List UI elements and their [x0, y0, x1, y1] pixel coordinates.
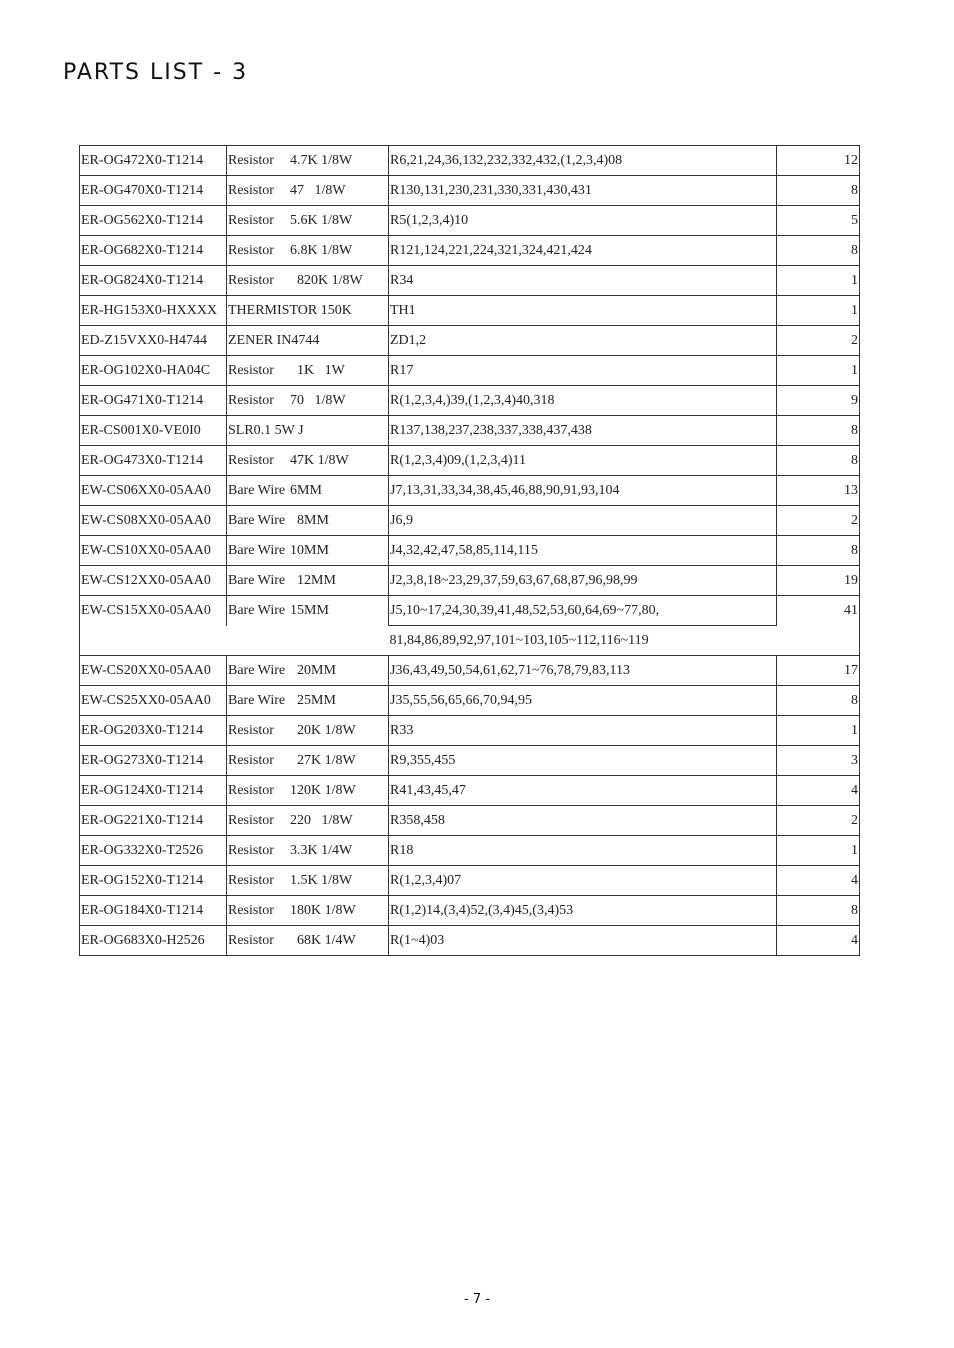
description-value: 47 1/8W — [290, 182, 346, 198]
description-type: THERMISTOR 150K — [228, 302, 352, 318]
description-value: 20K 1/8W — [290, 722, 356, 738]
location-cell: R130,131,230,231,330,331,430,431 — [389, 176, 777, 206]
location-cell: R137,138,237,238,337,338,437,438 — [389, 416, 777, 446]
description-cell — [227, 176, 389, 206]
location-cell: TH1 — [389, 296, 777, 326]
description-cell — [227, 926, 389, 956]
parts-table — [79, 145, 860, 956]
description-type: Resistor — [228, 212, 274, 228]
location-cell: 81,84,86,89,92,97,101~103,105~112,116~119 — [389, 626, 777, 656]
table-row — [80, 386, 860, 416]
location-cell: R(1,2)14,(3,4)52,(3,4)45,(3,4)53 — [389, 896, 777, 926]
part-number-cell: ER-OG124X0-T1214 — [80, 776, 227, 806]
description-value: 10MM — [290, 542, 329, 558]
description-cell — [227, 356, 389, 386]
part-number-cell: ER-OG562X0-T1214 — [80, 206, 227, 236]
description-type: Bare Wire — [228, 572, 286, 588]
table-row — [80, 416, 860, 446]
location-cell: R6,21,24,36,132,232,332,432,(1,2,3,4)08 — [389, 146, 777, 176]
description-type: Resistor — [228, 902, 274, 918]
table-row — [80, 506, 860, 536]
quantity-cell: 19 — [777, 566, 860, 596]
table-row — [80, 836, 860, 866]
description-type: Resistor — [228, 932, 274, 948]
description-value: 8MM — [290, 512, 329, 528]
location-cell: R33 — [389, 716, 777, 746]
quantity-cell: 2 — [777, 326, 860, 356]
description-cell — [227, 596, 389, 626]
description-type: Bare Wire — [228, 512, 286, 528]
part-number-cell: ER-OG184X0-T1214 — [80, 896, 227, 926]
description-type: Resistor — [228, 782, 274, 798]
part-number-cell: EW-CS15XX0-05AA0 — [80, 596, 227, 626]
location-cell: J4,32,42,47,58,85,114,115 — [389, 536, 777, 566]
location-cell: J5,10~17,24,30,39,41,48,52,53,60,64,69~77,80, — [389, 596, 777, 626]
description-cell — [227, 866, 389, 896]
description-value: 47K 1/8W — [290, 452, 349, 468]
table-row — [80, 176, 860, 206]
table-row — [80, 716, 860, 746]
quantity-cell: 1 — [777, 296, 860, 326]
description-value: 220 1/8W — [290, 812, 353, 828]
description-cell — [227, 236, 389, 266]
quantity-cell: 8 — [777, 686, 860, 716]
description-cell — [227, 296, 389, 326]
part-number-cell: EW-CS08XX0-05AA0 — [80, 506, 227, 536]
description-type: Resistor — [228, 452, 274, 468]
part-number-cell — [80, 626, 227, 656]
description-cell — [227, 896, 389, 926]
table-row — [80, 236, 860, 266]
location-cell: R9,355,455 — [389, 746, 777, 776]
location-cell: J6,9 — [389, 506, 777, 536]
description-value: 4.7K 1/8W — [290, 152, 353, 168]
part-number-cell: ER-OG273X0-T1214 — [80, 746, 227, 776]
part-number-cell: EW-CS25XX0-05AA0 — [80, 686, 227, 716]
part-number-cell: ER-OG203X0-T1214 — [80, 716, 227, 746]
description-value: 180K 1/8W — [290, 902, 356, 918]
description-cell — [227, 326, 389, 356]
part-number-cell: ER-OG470X0-T1214 — [80, 176, 227, 206]
description-cell — [227, 836, 389, 866]
table-row — [80, 146, 860, 176]
location-cell: R17 — [389, 356, 777, 386]
location-cell: R121,124,221,224,321,324,421,424 — [389, 236, 777, 266]
location-cell: R358,458 — [389, 806, 777, 836]
description-type: Resistor — [228, 812, 274, 828]
description-type: Resistor — [228, 752, 274, 768]
description-type: Resistor — [228, 152, 274, 168]
table-row — [80, 746, 860, 776]
part-number-cell: ER-OG473X0-T1214 — [80, 446, 227, 476]
quantity-cell: 1 — [777, 716, 860, 746]
part-number-cell: EW-CS12XX0-05AA0 — [80, 566, 227, 596]
location-cell: J36,43,49,50,54,61,62,71~76,78,79,83,113 — [389, 656, 777, 686]
table-row-continuation — [80, 626, 860, 656]
location-cell: ZD1,2 — [389, 326, 777, 356]
description-cell — [227, 476, 389, 506]
description-type: Bare Wire — [228, 602, 286, 618]
location-cell: R5(1,2,3,4)10 — [389, 206, 777, 236]
parts-table-body — [80, 146, 860, 956]
description-cell — [227, 386, 389, 416]
description-type: Resistor — [228, 362, 274, 378]
description-type: Resistor — [228, 722, 274, 738]
description-type: Resistor — [228, 842, 274, 858]
description-cell — [227, 446, 389, 476]
table-row — [80, 356, 860, 386]
part-number-cell: ER-OG682X0-T1214 — [80, 236, 227, 266]
page-number: - 7 - — [464, 1292, 490, 1307]
location-cell: R(1,2,3,4)07 — [389, 866, 777, 896]
quantity-cell: 17 — [777, 656, 860, 686]
part-number-cell: ER-OG471X0-T1214 — [80, 386, 227, 416]
table-row — [80, 266, 860, 296]
description-cell — [227, 806, 389, 836]
description-type: Resistor — [228, 272, 274, 288]
quantity-cell: 12 — [777, 146, 860, 176]
table-row — [80, 596, 860, 626]
description-type: Bare Wire — [228, 692, 286, 708]
part-number-cell: EW-CS20XX0-05AA0 — [80, 656, 227, 686]
part-number-cell: ER-OG221X0-T1214 — [80, 806, 227, 836]
table-row — [80, 326, 860, 356]
description-cell — [227, 506, 389, 536]
description-value: 15MM — [290, 602, 329, 618]
quantity-cell: 4 — [777, 926, 860, 956]
table-row — [80, 206, 860, 236]
quantity-cell: 8 — [777, 536, 860, 566]
table-row — [80, 476, 860, 506]
location-cell: R(1,2,3,4)09,(1,2,3,4)11 — [389, 446, 777, 476]
description-cell — [227, 416, 389, 446]
quantity-cell: 4 — [777, 776, 860, 806]
description-value: 20MM — [290, 662, 336, 678]
table-row — [80, 926, 860, 956]
quantity-cell: 8 — [777, 446, 860, 476]
description-type: Bare Wire — [228, 542, 286, 558]
description-cell — [227, 566, 389, 596]
description-value: 820K 1/8W — [290, 272, 363, 288]
quantity-cell: 2 — [777, 806, 860, 836]
description-value: 120K 1/8W — [290, 782, 356, 798]
description-value: 70 1/8W — [290, 392, 346, 408]
quantity-cell: 8 — [777, 416, 860, 446]
table-row — [80, 536, 860, 566]
description-type: Resistor — [228, 392, 274, 408]
location-cell: R18 — [389, 836, 777, 866]
table-row — [80, 566, 860, 596]
part-number-cell: ER-HG153X0-HXXXX — [80, 296, 227, 326]
description-value: 5.6K 1/8W — [290, 212, 353, 228]
description-cell — [227, 656, 389, 686]
description-cell — [227, 686, 389, 716]
quantity-cell: 1 — [777, 356, 860, 386]
quantity-cell: 4 — [777, 866, 860, 896]
table-row — [80, 686, 860, 716]
part-number-cell: ER-OG332X0-T2526 — [80, 836, 227, 866]
quantity-cell: 3 — [777, 746, 860, 776]
description-value: 68K 1/4W — [290, 932, 356, 948]
location-cell: R34 — [389, 266, 777, 296]
table-row — [80, 866, 860, 896]
part-number-cell: ER-OG102X0-HA04C — [80, 356, 227, 386]
table-row — [80, 896, 860, 926]
quantity-cell: 13 — [777, 476, 860, 506]
description-value: 12MM — [290, 572, 336, 588]
table-row — [80, 776, 860, 806]
description-value: 3.3K 1/4W — [290, 842, 353, 858]
description-cell — [227, 746, 389, 776]
description-cell — [227, 626, 389, 656]
quantity-cell — [777, 626, 860, 656]
table-row — [80, 656, 860, 686]
table-row — [80, 446, 860, 476]
quantity-cell: 5 — [777, 206, 860, 236]
part-number-cell: ER-OG824X0-T1214 — [80, 266, 227, 296]
table-row — [80, 806, 860, 836]
description-type: Bare Wire — [228, 482, 286, 498]
location-cell: R41,43,45,47 — [389, 776, 777, 806]
description-cell — [227, 776, 389, 806]
description-value: 27K 1/8W — [290, 752, 356, 768]
table-row — [80, 296, 860, 326]
quantity-cell: 8 — [777, 176, 860, 206]
description-type: Bare Wire — [228, 662, 286, 678]
location-cell: R(1~4)03 — [389, 926, 777, 956]
description-value: 25MM — [290, 692, 336, 708]
location-cell: J35,55,56,65,66,70,94,95 — [389, 686, 777, 716]
part-number-cell: ER-OG472X0-T1214 — [80, 146, 227, 176]
description-type: SLR0.1 5W J — [228, 422, 304, 438]
quantity-cell: 1 — [777, 836, 860, 866]
description-value: 1K 1W — [290, 362, 345, 378]
description-type: ZENER IN4744 — [228, 332, 320, 348]
description-cell — [227, 266, 389, 296]
part-number-cell: ER-OG152X0-T1214 — [80, 866, 227, 896]
quantity-cell: 9 — [777, 386, 860, 416]
description-type: Resistor — [228, 182, 274, 198]
description-cell — [227, 146, 389, 176]
location-cell: J2,3,8,18~23,29,37,59,63,67,68,87,96,98,99 — [389, 566, 777, 596]
description-type: Resistor — [228, 242, 274, 258]
location-cell: R(1,2,3,4,)39,(1,2,3,4)40,318 — [389, 386, 777, 416]
description-value: 1.5K 1/8W — [290, 872, 353, 888]
quantity-cell: 1 — [777, 266, 860, 296]
description-value: 6.8K 1/8W — [290, 242, 353, 258]
description-cell — [227, 716, 389, 746]
part-number-cell: ED-Z15VXX0-H4744 — [80, 326, 227, 356]
page-title: PARTS LIST - 3 — [63, 60, 249, 85]
quantity-cell: 41 — [777, 596, 860, 626]
quantity-cell: 2 — [777, 506, 860, 536]
part-number-cell: ER-OG683X0-H2526 — [80, 926, 227, 956]
part-number-cell: EW-CS06XX0-05AA0 — [80, 476, 227, 506]
quantity-cell: 8 — [777, 236, 860, 266]
description-type: Resistor — [228, 872, 274, 888]
description-cell — [227, 206, 389, 236]
location-cell: J7,13,31,33,34,38,45,46,88,90,91,93,104 — [389, 476, 777, 506]
part-number-cell: ER-CS001X0-VE0I0 — [80, 416, 227, 446]
description-cell — [227, 536, 389, 566]
quantity-cell: 8 — [777, 896, 860, 926]
description-value: 6MM — [290, 482, 322, 498]
part-number-cell: EW-CS10XX0-05AA0 — [80, 536, 227, 566]
